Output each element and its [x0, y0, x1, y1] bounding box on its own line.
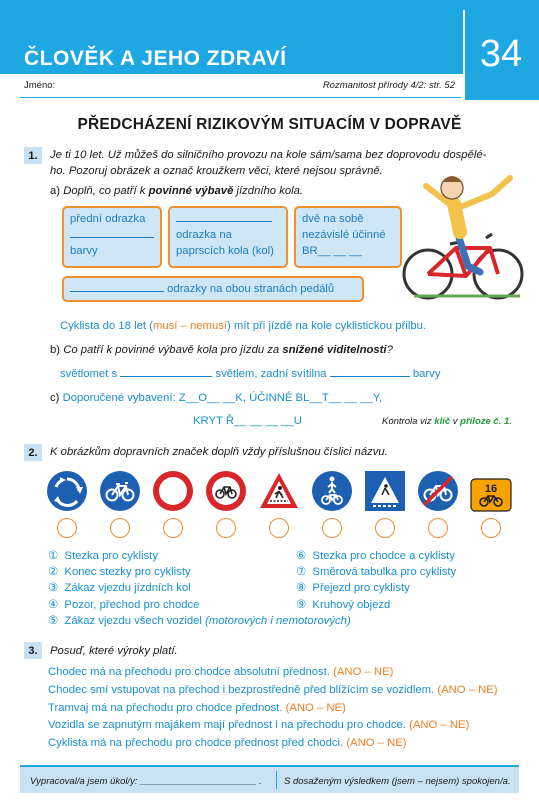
rider-arms	[426, 178, 510, 208]
footer-divider	[276, 771, 277, 789]
sign-plate-number: 16	[484, 483, 498, 495]
check-text-2: v	[450, 416, 461, 427]
statement-row: Chodec má na přechodu pro chodce absolutní přednost. (ANO – NE)	[48, 666, 394, 678]
sign-answer-circle[interactable]	[428, 518, 448, 538]
equipment-box-brakes	[294, 206, 402, 268]
box4-blank[interactable]	[70, 281, 164, 292]
check-appendix: příloze č. 1	[460, 416, 510, 427]
list-item: ⑦ Směrová tabulka pro cyklisty	[296, 566, 457, 579]
statement-row: Chodec smí vstupovat na přechod i bezprostředně před blížícím se vozidlem. (ANO – NE)	[48, 683, 498, 696]
q3-statements	[48, 664, 498, 753]
question-1-number: 1.	[24, 147, 42, 164]
cyclist-crossing-sign-icon	[364, 470, 406, 512]
box4-text: odrazky na obou stranách pedálů	[167, 283, 335, 295]
equipment-box-front-reflector	[62, 206, 162, 268]
q1c-line2[interactable]: KRYT Ř__ __ __ __U	[193, 415, 302, 427]
sign-answer-circle[interactable]	[57, 518, 77, 538]
end-of-cycle-path-sign-icon	[417, 470, 459, 512]
rider-hair	[442, 176, 462, 182]
footer-completed[interactable]: Vypracoval/a jsem úkol/y: ______________________ .	[30, 776, 262, 787]
q1b-text-2: ?	[386, 344, 393, 356]
q1a-prefix: a)	[50, 185, 61, 197]
list-item: ⑤ Zákaz vjezdu všech vozidel (motorových i nemotorových)	[48, 614, 351, 627]
helmet-text-2: ) mít při jízdě na kole cyklistickou přilbu.	[227, 320, 427, 332]
check-key: klíč	[434, 416, 451, 427]
box1-line1: přední odrazka	[70, 213, 146, 225]
sign-answer-circle[interactable]	[269, 518, 289, 538]
helmet-statement	[60, 318, 426, 334]
box2-line3: paprscích kola (kol)	[176, 245, 274, 257]
no-bicycles-sign-icon	[205, 470, 247, 512]
yes-no-choice[interactable]: (ANO – NE)	[409, 719, 470, 732]
question-3-number: 3.	[24, 642, 42, 659]
q1b-prefix: b)	[50, 344, 61, 356]
roundabout-sign-icon	[46, 470, 88, 512]
box2-blank[interactable]	[176, 211, 272, 222]
list-item: ③ Zákaz vjezdu jízdních kol	[48, 582, 191, 595]
page-header	[0, 0, 539, 74]
name-bar	[20, 80, 461, 94]
check-text-1: Kontrola viz	[382, 416, 435, 427]
yes-no-choice[interactable]: (ANO – NE)	[437, 683, 498, 696]
statement-row: Vozidla se zapnutým majákem mají přednost i na přechodu pro chodce. (ANO – NE)	[48, 719, 470, 732]
sign-answer-circle[interactable]	[216, 518, 236, 538]
q1a-line	[50, 183, 303, 199]
page-number: 34	[463, 0, 539, 100]
box1-line3: barvy	[70, 245, 98, 257]
q1b-text-1: Co patří k povinné výbavě kola pro jízdu za	[63, 344, 283, 356]
q1b-answer-2: světlem, zadní svítilna	[215, 368, 327, 380]
list-item: ④ Pozor, přechod pro chodce	[48, 598, 200, 611]
box3-line1: dvě na sobě	[302, 213, 364, 225]
list-item: ② Konec stezky pro cyklisty	[48, 566, 191, 579]
answer-key-note	[382, 414, 512, 430]
sign-answer-circle[interactable]	[375, 518, 395, 538]
q2-instruction: K obrázkům dopravních značek doplň vždy příslušnou číslici názvu.	[50, 446, 388, 458]
q1b-line	[50, 342, 393, 358]
q1a-text-1: Doplň, co patří k	[63, 185, 149, 197]
q1a-text-2: jízdního kola.	[233, 185, 304, 197]
q1a-text-bold: povinné výbavě	[148, 185, 234, 197]
check-text-3: .	[509, 416, 512, 427]
cycle-path-sign-icon	[99, 470, 141, 512]
q1b-answer-3: barvy	[412, 368, 441, 380]
yes-no-choice[interactable]: (ANO – NE)	[285, 701, 346, 714]
yes-no-choice[interactable]: (ANO – NE)	[333, 666, 394, 678]
pedestrian-crossing-warning-sign-icon	[258, 470, 300, 512]
q1-intro-line2: ho. Pozoruj obrázek a označ kroužkem věci, které nejsou správně.	[50, 165, 383, 177]
sign-answer-circle[interactable]	[163, 518, 183, 538]
list-item: ① Stezka pro cyklisty	[48, 550, 158, 562]
sign-names-list-right	[296, 548, 456, 613]
q1b-text-bold: snížené viditelnosti	[282, 344, 387, 356]
sign-answer-circle[interactable]	[110, 518, 130, 538]
footer-satisfaction[interactable]: S dosaženým výsledkem (jsem – nejsem) spokojen/a.	[284, 776, 511, 787]
equipment-box-spoke-reflector	[168, 206, 288, 268]
box2-line2: odrazka na	[176, 229, 232, 241]
equipment-box-pedal-reflectors	[62, 276, 364, 302]
sign-answer-circle[interactable]	[481, 518, 501, 538]
list-item: ⑥ Stezka pro chodce a cyklisty	[296, 550, 455, 562]
q1b-blank-1[interactable]	[120, 366, 212, 377]
box1-blank[interactable]	[70, 227, 154, 238]
box3-line3: BR__ __ __	[302, 245, 362, 257]
statement-row: Cyklista má na přechodu pro chodce přednost před chodci. (ANO – NE)	[48, 737, 407, 750]
traffic-signs-row	[46, 470, 521, 550]
question-2-number: 2.	[24, 444, 42, 461]
q3-instruction: Posuď, které výroky platí.	[50, 645, 178, 657]
cycle-direction-sign-icon	[470, 474, 512, 516]
sign-answer-circle[interactable]	[322, 518, 342, 538]
list-item: ⑨ Kruhový objezd	[296, 598, 391, 611]
q1c-prefix: c)	[50, 392, 60, 404]
q1b-answer-1: světlomet s	[60, 368, 118, 380]
pedestrian-and-cycle-path-sign-icon	[311, 470, 353, 512]
q1c-line1	[50, 390, 382, 406]
worksheet-title: PŘEDCHÁZENÍ RIZIKOVÝM SITUACÍM V DOPRAVĚ	[77, 116, 462, 133]
footer-bar	[20, 765, 519, 793]
q1b-blank-2[interactable]	[330, 366, 410, 377]
textbook-reference: Rozmanitost přírody 4/2: str. 52	[322, 80, 455, 91]
cyclist-illustration	[400, 168, 528, 310]
name-label: Jméno:	[24, 80, 56, 91]
name-divider	[20, 97, 461, 98]
helmet-text-1: Cyklista do 18 let (	[60, 320, 153, 332]
helmet-choice[interactable]: musí – nemusí	[152, 320, 228, 332]
yes-no-choice[interactable]: (ANO – NE)	[346, 737, 407, 750]
q1c-line1-text[interactable]: Doporučené vybavení: Z__O__ __K, ÚČINNÉ BL__T__ __ __Y,	[62, 392, 382, 404]
q1-intro-line1: Je ti 10 let. Už můžeš do silničního provozu na kole sám/sama bez doprovodu dospělé-	[50, 149, 487, 161]
q1b-answer-line	[60, 366, 440, 382]
box3-line2: nezávislé účinné	[302, 229, 386, 241]
statement-row: Tramvaj má na přechodu pro chodce přednost. (ANO – NE)	[48, 701, 346, 714]
chapter-title: ČLOVĚK A JEHO ZDRAVÍ	[24, 47, 287, 70]
no-entry-all-vehicles-sign-icon	[152, 470, 194, 512]
list-item: ⑧ Přejezd pro cyklisty	[296, 582, 410, 595]
